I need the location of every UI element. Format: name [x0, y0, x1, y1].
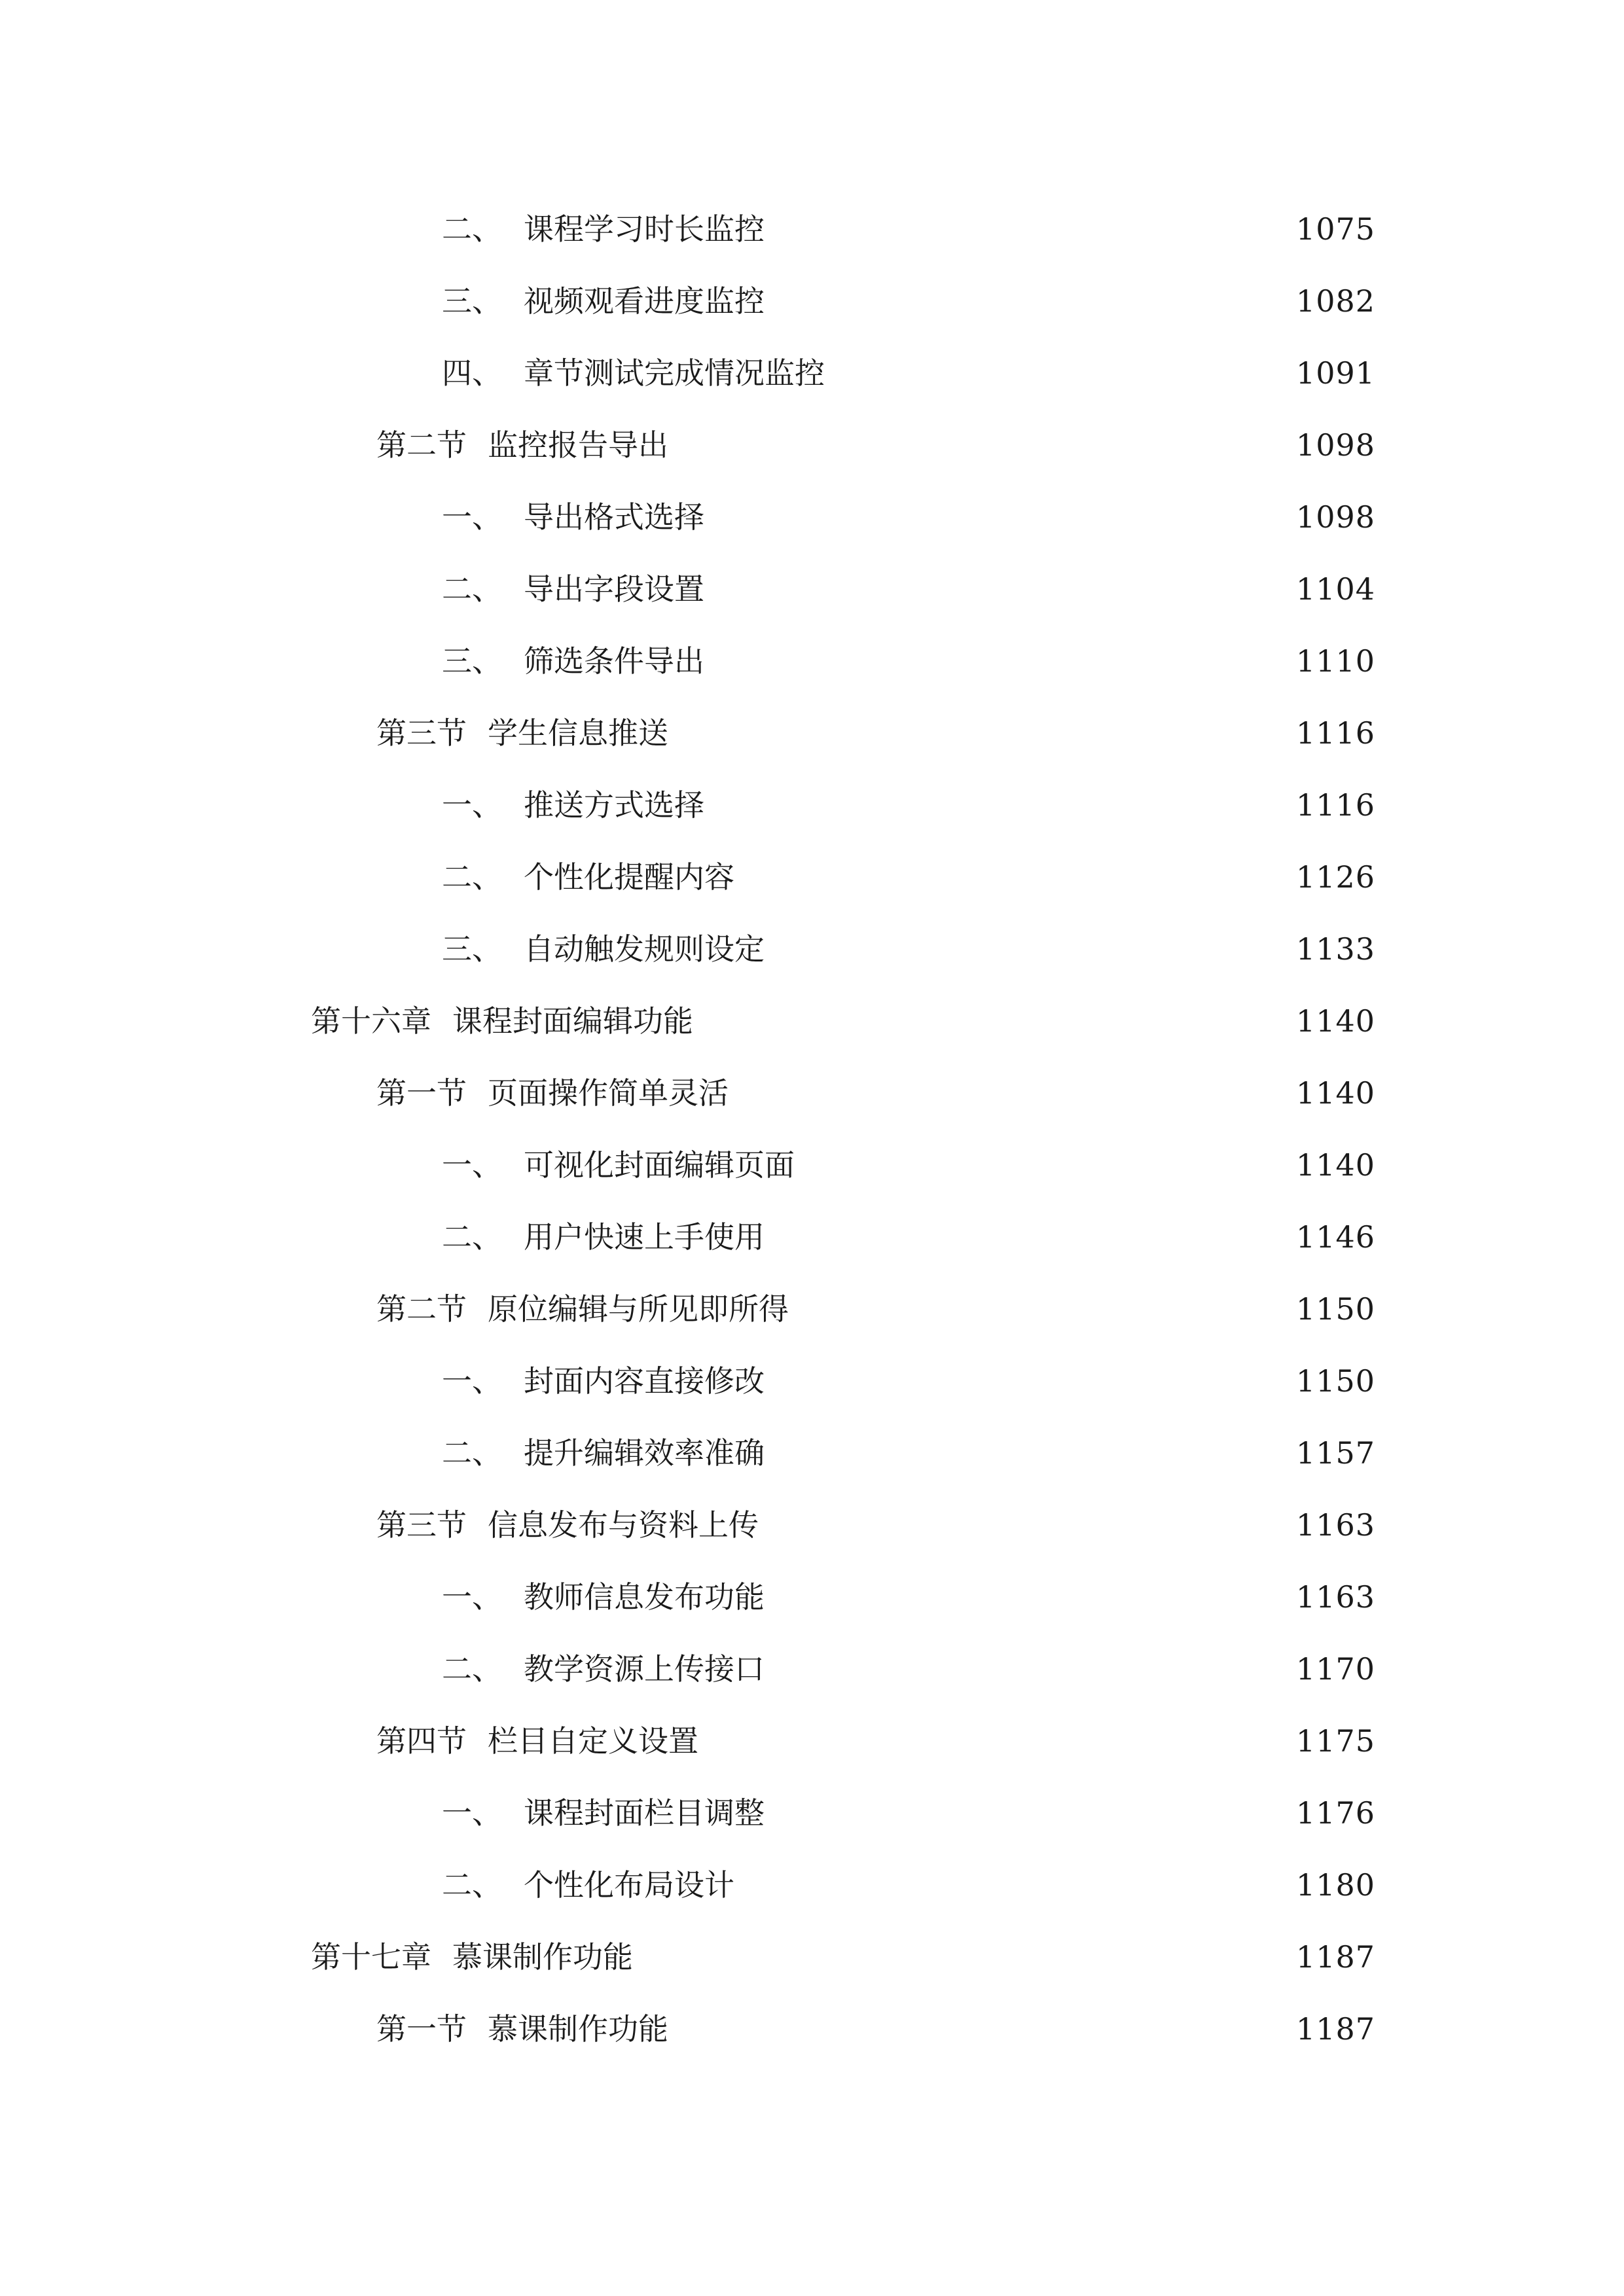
toc-entry-title: 课程封面栏目调整	[524, 1795, 765, 1831]
toc-entry[interactable]	[442, 1142, 1375, 1188]
dot-leader	[774, 1574, 1282, 1620]
dot-leader	[738, 1070, 1282, 1116]
toc-entry-number: 第二节	[376, 1291, 467, 1327]
toc-entry-number: 二、	[442, 211, 502, 247]
toc-entry-page: 1104	[1295, 571, 1375, 607]
toc-entry-page: 1140	[1295, 1147, 1375, 1183]
toc-entry-page: 1098	[1295, 427, 1375, 463]
toc-entry-number: 一、	[442, 787, 502, 823]
toc-entry[interactable]	[376, 1718, 1375, 1764]
toc-entry-chapter[interactable]	[311, 1934, 1375, 1980]
toc-entry-page: 1116	[1295, 787, 1375, 823]
toc-entry[interactable]	[442, 278, 1375, 324]
toc-entry[interactable]	[376, 1502, 1375, 1548]
toc-entry-number: 第三节	[376, 1507, 467, 1543]
dot-leader	[744, 1862, 1282, 1908]
toc-entry-title: 个性化提醒内容	[524, 859, 734, 895]
toc-entry-page: 1075	[1295, 211, 1375, 247]
toc-entry-number: 一、	[442, 1795, 502, 1831]
toc-entry-number: 三、	[442, 643, 502, 679]
toc-entry-title: 课程封面编辑功能	[452, 1003, 693, 1039]
toc-entry[interactable]	[442, 350, 1375, 396]
toc-entry-chapter[interactable]	[311, 998, 1375, 1044]
toc-entry-number: 第四节	[376, 1723, 467, 1759]
toc-entry-title: 推送方式选择	[524, 787, 704, 823]
toc-entry[interactable]	[442, 1574, 1375, 1620]
toc-entry-number: 第三节	[376, 715, 467, 751]
toc-entry[interactable]	[376, 710, 1375, 756]
toc-entry-title: 导出格式选择	[524, 499, 704, 535]
toc-entry-number: 二、	[442, 1867, 502, 1903]
toc-entry-page: 1126	[1295, 859, 1375, 895]
toc-entry-number: 第十六章	[311, 1003, 431, 1039]
toc-entry[interactable]	[376, 1070, 1375, 1116]
toc-entry-page: 1150	[1295, 1291, 1375, 1327]
dot-leader	[774, 1214, 1282, 1260]
toc-entry[interactable]	[442, 1790, 1375, 1836]
toc-entry-page: 1140	[1295, 1075, 1375, 1111]
toc-entry-number: 二、	[442, 1435, 502, 1471]
toc-entry[interactable]	[442, 854, 1375, 900]
toc-entry-title: 筛选条件导出	[524, 643, 704, 679]
toc-entry-page: 1146	[1295, 1219, 1375, 1255]
toc-entry-page: 1187	[1295, 1939, 1375, 1975]
toc-entry-number: 二、	[442, 1219, 502, 1255]
toc-entry-title: 学生信息推送	[488, 715, 668, 751]
toc-entry-title: 慕课制作功能	[488, 2011, 668, 2047]
toc-entry-number: 二、	[442, 1651, 502, 1687]
dot-leader	[744, 854, 1282, 900]
dot-leader	[642, 1934, 1282, 1980]
toc-entry-title: 用户快速上手使用	[524, 1219, 765, 1255]
dot-leader	[768, 1502, 1282, 1548]
toc-entry[interactable]	[442, 1358, 1375, 1404]
dot-leader	[677, 2006, 1282, 2052]
dot-leader	[774, 1358, 1282, 1404]
toc-entry-number: 一、	[442, 1579, 502, 1615]
toc-entry-number: 四、	[442, 355, 502, 391]
toc-entry-page: 1110	[1295, 643, 1375, 679]
toc-entry-title: 页面操作简单灵活	[488, 1075, 729, 1111]
toc-entry-title: 栏目自定义设置	[488, 1723, 698, 1759]
dot-leader	[774, 278, 1282, 324]
toc-entry-page: 1187	[1295, 2011, 1375, 2047]
dot-leader	[677, 422, 1282, 468]
toc-entry[interactable]	[376, 2006, 1375, 2052]
toc-entry-number: 一、	[442, 499, 502, 535]
toc-entry-page: 1157	[1295, 1435, 1375, 1471]
dot-leader	[713, 638, 1282, 684]
toc-entry-title: 导出字段设置	[524, 571, 704, 607]
toc-entry[interactable]	[442, 1646, 1375, 1692]
toc-entry-title: 教学资源上传接口	[524, 1651, 765, 1687]
toc-entry-page: 1163	[1295, 1579, 1375, 1615]
toc-entry-page: 1163	[1295, 1507, 1375, 1543]
toc-entry-title: 监控报告导出	[488, 427, 668, 463]
toc-entry[interactable]	[442, 782, 1375, 828]
toc-entry-number: 第十七章	[311, 1939, 431, 1975]
toc-entry-page: 1180	[1295, 1867, 1375, 1903]
toc-entry-title: 章节测试完成情况监控	[524, 355, 825, 391]
dot-leader	[774, 1646, 1282, 1692]
toc-entry-page: 1150	[1295, 1363, 1375, 1399]
toc-entry-title: 可视化封面编辑页面	[524, 1147, 795, 1183]
toc-entry-title: 课程学习时长监控	[524, 211, 765, 247]
toc-entry-title: 自动触发规则设定	[524, 931, 765, 967]
dot-leader	[774, 1430, 1282, 1476]
dot-leader	[834, 350, 1282, 396]
toc-entry-number: 第一节	[376, 2011, 467, 2047]
dot-leader	[798, 1286, 1282, 1332]
toc-entry-title: 视频观看进度监控	[524, 283, 765, 319]
toc-entry-page: 1170	[1295, 1651, 1375, 1687]
toc-entry[interactable]	[442, 926, 1375, 972]
toc-entry-number: 二、	[442, 859, 502, 895]
toc-entry[interactable]	[376, 1286, 1375, 1332]
toc-entry-number: 三、	[442, 283, 502, 319]
toc-entry-page: 1082	[1295, 283, 1375, 319]
toc-entry-number: 第一节	[376, 1075, 467, 1111]
dot-leader	[774, 206, 1282, 252]
dot-leader	[774, 1790, 1282, 1836]
toc-entry-page: 1175	[1295, 1723, 1375, 1759]
toc-entry-number: 第二节	[376, 427, 467, 463]
toc-entry-page: 1116	[1295, 715, 1375, 751]
toc-entry-number: 三、	[442, 931, 502, 967]
dot-leader	[708, 1718, 1282, 1764]
toc-entry-page: 1098	[1295, 499, 1375, 535]
toc-entry-title: 慕课制作功能	[452, 1939, 633, 1975]
toc-entry-title: 信息发布与资料上传	[488, 1507, 759, 1543]
toc-entry-number: 一、	[442, 1363, 502, 1399]
dot-leader	[713, 566, 1282, 612]
toc-entry-page: 1140	[1295, 1003, 1375, 1039]
toc-entry[interactable]	[442, 1214, 1375, 1260]
toc-entry[interactable]	[442, 1862, 1375, 1908]
toc-entry-number: 一、	[442, 1147, 502, 1183]
toc-entry-title: 教师信息发布功能	[524, 1579, 765, 1615]
dot-leader	[713, 494, 1282, 540]
dot-leader	[804, 1142, 1282, 1188]
toc-entry-title: 原位编辑与所见即所得	[488, 1291, 789, 1327]
dot-leader	[713, 782, 1282, 828]
toc-entry[interactable]	[376, 422, 1375, 468]
toc-entry-number: 二、	[442, 571, 502, 607]
toc-entry[interactable]	[442, 566, 1375, 612]
toc-entry-title: 封面内容直接修改	[524, 1363, 765, 1399]
dot-leader	[677, 710, 1282, 756]
toc-entry[interactable]	[442, 638, 1375, 684]
toc-entry[interactable]	[442, 1430, 1375, 1476]
dot-leader	[702, 998, 1282, 1044]
toc-entry[interactable]	[442, 206, 1375, 252]
toc-entry[interactable]	[442, 494, 1375, 540]
toc-entry-page: 1176	[1295, 1795, 1375, 1831]
toc-entry-title: 个性化布局设计	[524, 1867, 734, 1903]
dot-leader	[774, 926, 1282, 972]
toc-entry-page: 1133	[1295, 931, 1375, 967]
toc-entry-title: 提升编辑效率准确	[524, 1435, 765, 1471]
toc-entry-page: 1091	[1295, 355, 1375, 391]
